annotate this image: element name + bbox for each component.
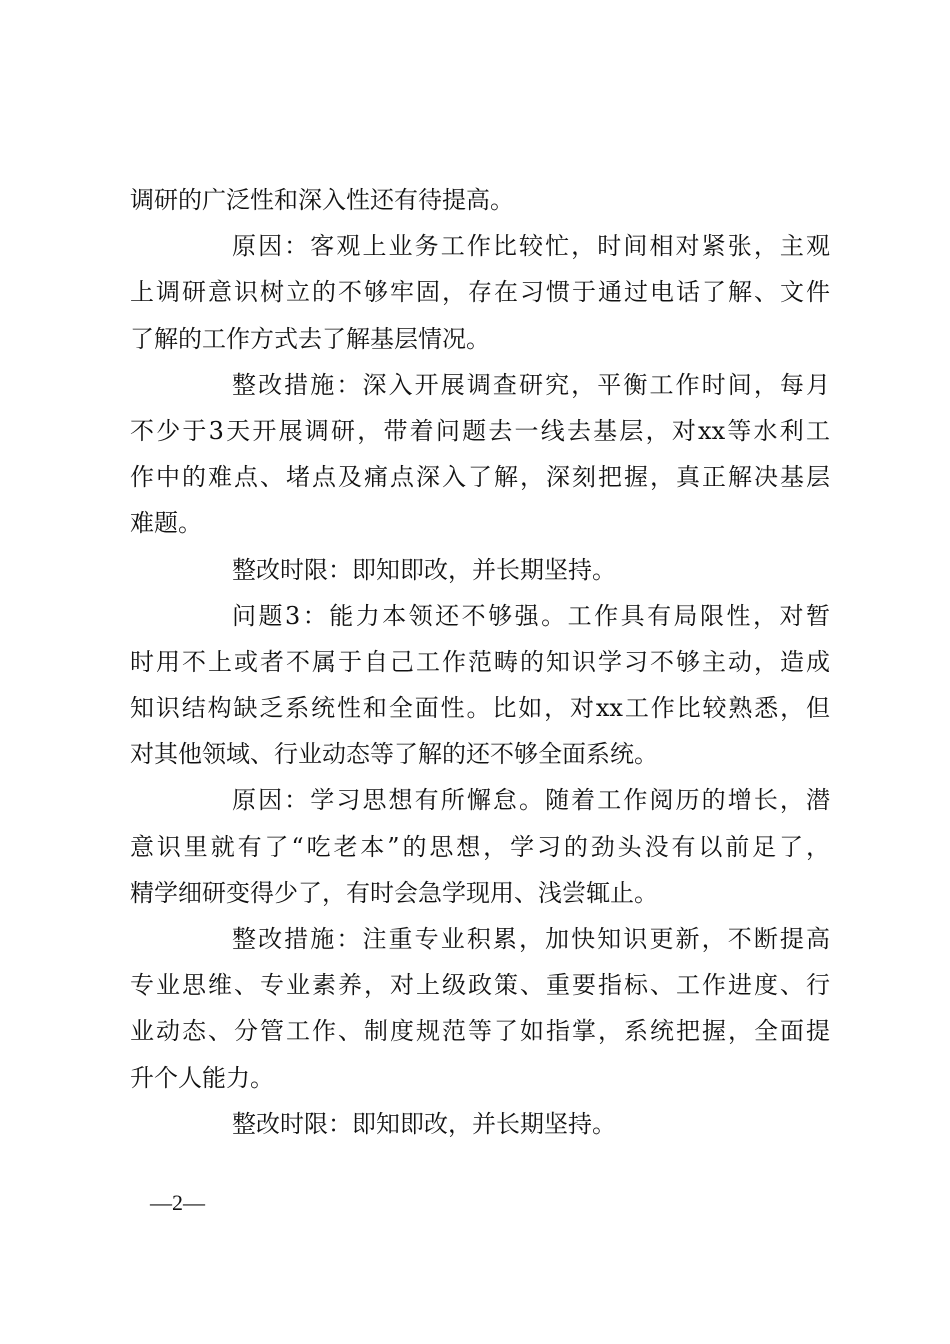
text-line: 作中的难点、堵点及痛点深入了解，深刻把握，真正解决基层 bbox=[130, 463, 830, 492]
text-line: 调研的广泛性和深入性还有待提高。 bbox=[130, 186, 514, 214]
text-line: 业动态、分管工作、制度规范等了如指掌，系统把握，全面提 bbox=[130, 1017, 830, 1046]
text-line: 意识里就有了“吃老本”的思想，学习的劲头没有以前足了， bbox=[130, 832, 830, 861]
text-line: 整改时限：即知即改，并长期坚持。 bbox=[232, 555, 616, 584]
text-line: 整改时限：即知即改，并长期坚持。 bbox=[232, 1109, 616, 1138]
text-line: 升个人能力。 bbox=[130, 1063, 274, 1092]
text-line: 上调研意识树立的不够牢固，存在习惯于通过电话了解、文件 bbox=[130, 278, 830, 307]
page-number: —2— bbox=[150, 1190, 205, 1215]
text-line: 了解的工作方式去了解基层情况。 bbox=[130, 324, 490, 353]
text-line: 精学细研变得少了，有时会急学现用、浅尝辄止。 bbox=[130, 878, 658, 907]
text-line: 问题3：能力本领还不够强。工作具有局限性，对暂 bbox=[232, 601, 830, 630]
text-line: 不少于3天开展调研，带着问题去一线去基层，对xx等水利工 bbox=[130, 416, 830, 445]
document-body bbox=[130, 177, 830, 1147]
text-line: 整改措施：深入开展调查研究，平衡工作时间，每月 bbox=[232, 370, 830, 399]
text-line: 专业思维、专业素养，对上级政策、重要指标、工作进度、行 bbox=[130, 971, 830, 1000]
text-line: 时用不上或者不属于自己工作范畴的知识学习不够主动，造成 bbox=[130, 647, 830, 676]
text-line: 原因：客观上业务工作比较忙，时间相对紧张，主观 bbox=[232, 232, 830, 261]
text-line: 原因：学习思想有所懈怠。随着工作阅历的增长，潜 bbox=[232, 786, 830, 815]
text-line: 难题。 bbox=[130, 509, 202, 538]
text-line: 对其他领域、行业动态等了解的还不够全面系统。 bbox=[130, 740, 658, 769]
text-line: 整改措施：注重专业积累，加快知识更新，不断提高 bbox=[232, 925, 830, 953]
text-line: 知识结构缺乏系统性和全面性。比如，对xx工作比较熟悉，但 bbox=[130, 694, 830, 723]
